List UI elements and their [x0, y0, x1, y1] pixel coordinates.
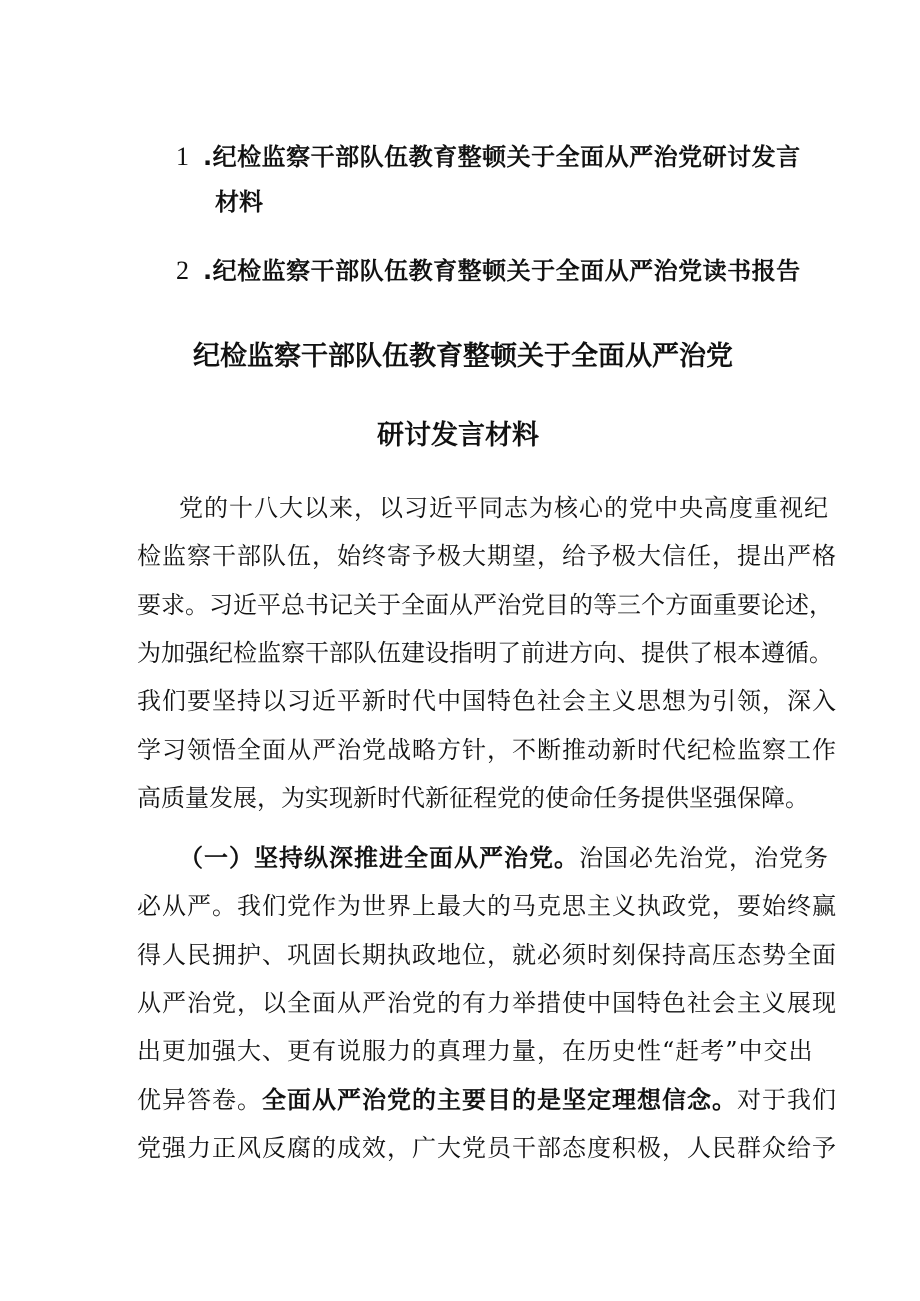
- toc-item-1-continuation: 材料: [215, 188, 263, 216]
- text-line: [137, 1085, 837, 1115]
- text-span: 优异答卷。: [137, 1086, 262, 1114]
- toc-item-text: .纪检监察干部队伍教育整顿关于全面从严治党读书报告: [203, 257, 801, 285]
- key-point: 全面从严治党的主要目的是坚定理想信念。: [262, 1086, 737, 1114]
- text-line: 从严治党，以全面从严治党的有力举措使中国特色社会主义展现: [137, 989, 837, 1017]
- text-span: 对于我们: [737, 1086, 837, 1114]
- text-line: 为加强纪检监察干部队伍建设指明了前进方向、提供了根本遵循。: [137, 639, 833, 667]
- text-line: 我们要坚持以习近平新时代中国特色社会主义思想为引领，深入: [137, 687, 837, 715]
- toc-item-number: 1: [176, 142, 189, 171]
- text-line: 党的十八大以来，以习近平同志为核心的党中央高度重视纪: [179, 494, 829, 522]
- text-line: 必从严。我们党作为世界上最大的马克思主义执政党，要始终赢: [137, 892, 837, 920]
- toc-item-1[interactable]: [176, 142, 801, 172]
- section-heading: （一）坚持纵深推进全面从严治党。: [179, 844, 579, 872]
- document-title-line-1: 纪检监察干部队伍教育整顿关于全面从严治党: [193, 341, 733, 372]
- toc-item-number: 2: [176, 256, 189, 285]
- toc-item-2[interactable]: [176, 256, 801, 286]
- text-line: 党强力正风反腐的成效，广大党员干部态度积极，人民群众给予: [137, 1134, 837, 1162]
- text-line: 出更加强大、更有说服力的真理力量，在历史性“赶考”中交出: [137, 1037, 814, 1065]
- document-title-line-2: 研讨发言材料: [377, 420, 539, 451]
- text-line: 得人民拥护、巩固长期执政地位，就必须时刻保持高压态势全面: [137, 941, 837, 969]
- toc-item-text: .纪检监察干部队伍教育整顿关于全面从严治党研讨发言: [203, 143, 801, 171]
- text-line: 检监察干部队伍，始终寄予极大期望，给予极大信任，提出严格: [137, 542, 837, 570]
- text-line: 要求。习近平总书记关于全面从严治党目的等三个方面重要论述，: [137, 591, 833, 619]
- text-line: [179, 843, 829, 873]
- text-line: 高质量发展，为实现新时代新征程党的使命任务提供坚强保障。: [137, 784, 809, 812]
- section-lead-text: 治国必先治党，治党务: [579, 844, 829, 872]
- text-line: 学习领悟全面从严治党战略方针，不断推动新时代纪检监察工作: [137, 736, 837, 764]
